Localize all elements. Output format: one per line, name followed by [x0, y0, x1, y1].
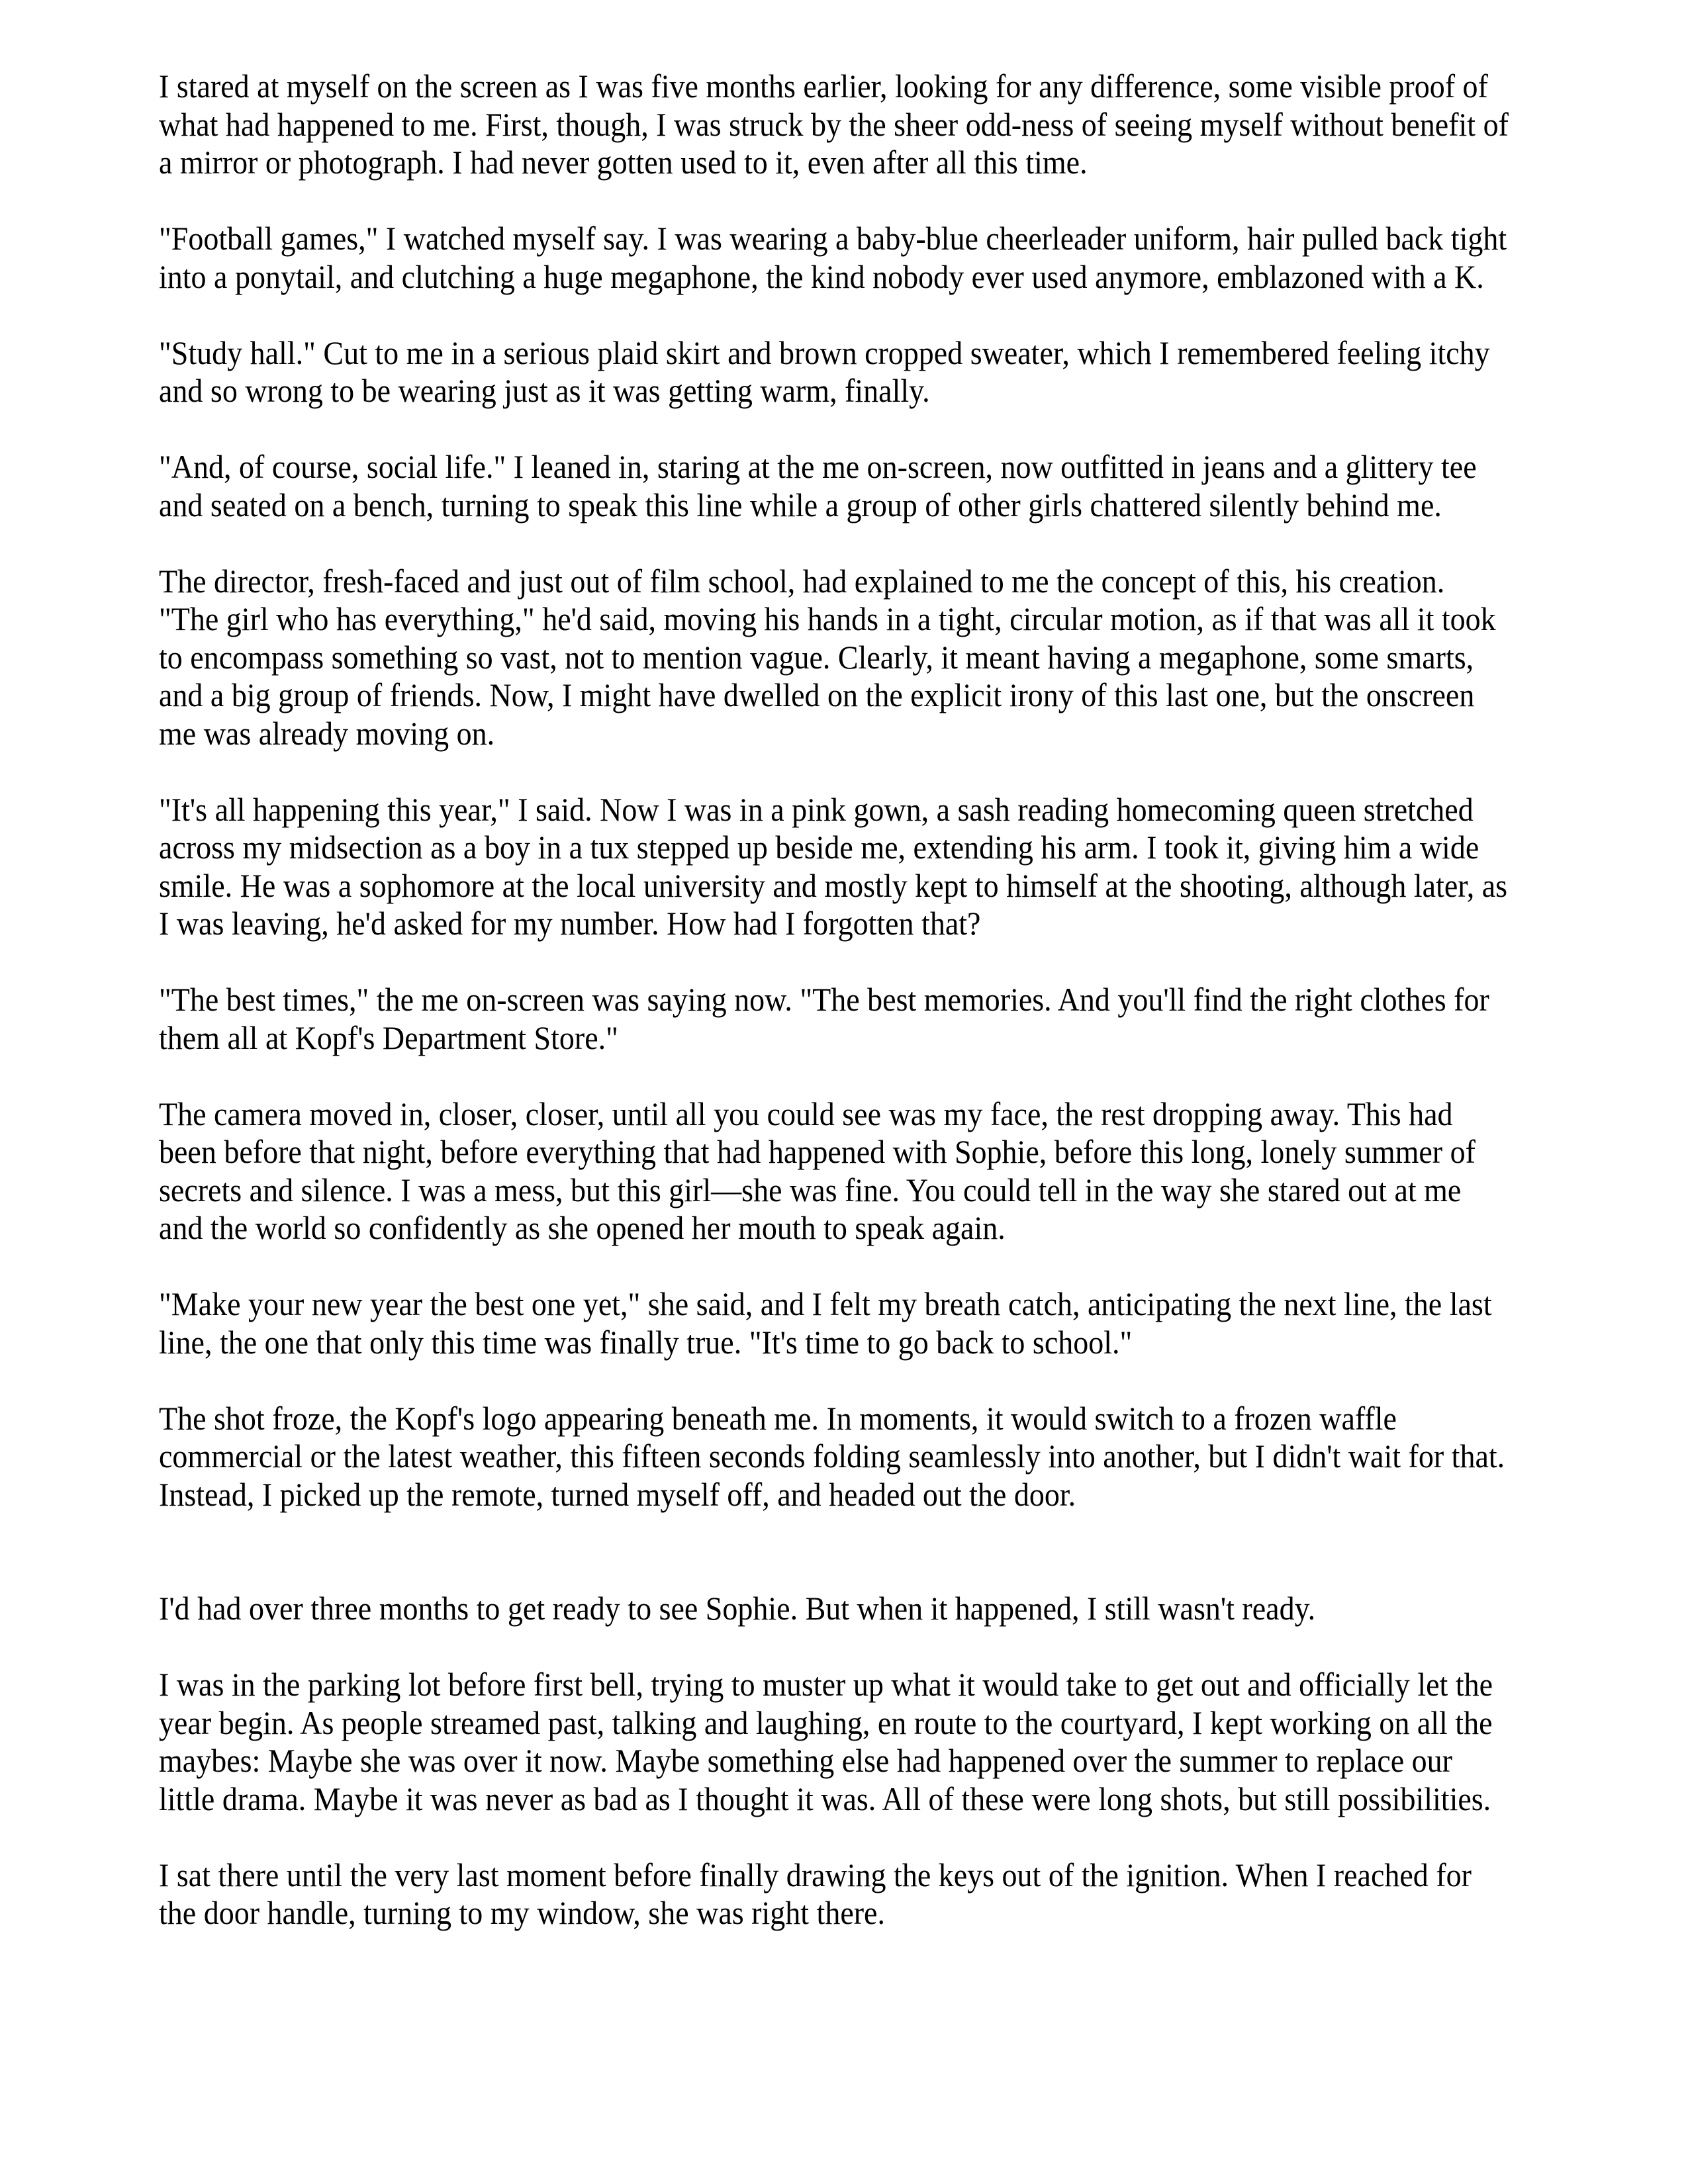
paragraph	[159, 448, 1639, 524]
text-line: line, the one that only this time was finally true. "It's time to go back to school."	[159, 1323, 1133, 1361]
section	[159, 1590, 1639, 1933]
text-line: little drama. Maybe it was never as bad as I thought it was. All of these were long shots, but still possibilities.	[159, 1780, 1491, 1817]
text-line: secrets and silence. I was a mess, but this girl—she was fine. You could tell in the way she stared out at me	[159, 1171, 1462, 1208]
paragraph	[159, 563, 1639, 753]
paragraph	[159, 68, 1639, 182]
text-column	[159, 68, 1639, 1970]
section	[159, 68, 1639, 1514]
text-line: I was in the parking lot before first bell, trying to muster up what it would take to get out and officially let the	[159, 1666, 1493, 1703]
text-line: I was leaving, he'd asked for my number. How had I forgotten that?	[159, 905, 981, 942]
paragraph	[159, 791, 1639, 943]
text-line: The shot froze, the Kopf's logo appearing beneath me. In moments, it would switch to a frozen waffle	[159, 1399, 1397, 1437]
text-line: "The best times," the me on-screen was saying now. "The best memories. And you'll find the right clothes for	[159, 981, 1489, 1018]
text-line: and the world so confidently as she opened her mouth to speak again.	[159, 1209, 1006, 1246]
text-line: year begin. As people streamed past, talking and laughing, en route to the courtyard, I kept working on all the	[159, 1704, 1493, 1741]
text-line: them all at Kopf's Department Store."	[159, 1019, 618, 1056]
text-line: what had happened to me. First, though, I was struck by the sheer odd-ness of seeing myself without benefit of	[159, 105, 1509, 143]
text-line: "Make your new year the best one yet," she said, and I felt my breath catch, anticipating the next line, the last	[159, 1285, 1492, 1322]
text-line: "Study hall." Cut to me in a serious plaid skirt and brown cropped sweater, which I remembered feeling itchy	[159, 334, 1490, 371]
text-line: The camera moved in, closer, closer, until all you could see was my face, the rest dropping away. This had	[159, 1095, 1453, 1132]
text-line: commercial or the latest weather, this fifteen seconds folding seamlessly into another, but I didn't wait for that.	[159, 1437, 1505, 1475]
paragraph	[159, 1666, 1639, 1818]
paragraph	[159, 981, 1639, 1057]
text-line: "It's all happening this year," I said. Now I was in a pink gown, a sash reading homecoming queen stretched	[159, 790, 1474, 828]
text-line: smile. He was a sophomore at the local university and mostly kept to himself at the shooting, although later, as	[159, 866, 1508, 904]
text-line: and seated on a bench, turning to speak this line while a group of other girls chattered silently behind me.	[159, 486, 1442, 523]
paragraph	[159, 1590, 1639, 1628]
text-line: been before that night, before everything that had happened with Sophie, before this long, lonely summer of	[159, 1133, 1476, 1170]
text-line: "Football games," I watched myself say. I was wearing a baby-blue cheerleader uniform, hair pulled back tight	[159, 220, 1507, 257]
text-line: to encompass something so vast, not to mention vague. Clearly, it meant having a megaphone, some smarts,	[159, 638, 1474, 676]
text-line: maybes: Maybe she was over it now. Maybe something else had happened over the summer to replace our	[159, 1742, 1452, 1779]
text-line: "And, of course, social life." I leaned in, staring at the me on-screen, now outfitted in jeans and a glittery tee	[159, 448, 1477, 485]
text-line: and so wrong to be wearing just as it was getting warm, finally.	[159, 372, 930, 409]
text-line: "The girl who has everything," he'd said, moving his hands in a tight, circular motion, as if that was all it took	[159, 600, 1496, 637]
paragraph	[159, 334, 1639, 410]
text-line: across my midsection as a boy in a tux stepped up beside me, extending his arm. I took it, giving him a wide	[159, 829, 1479, 866]
text-line: Instead, I picked up the remote, turned myself off, and headed out the door.	[159, 1475, 1076, 1513]
text-line: the door handle, turning to my window, she was right there.	[159, 1894, 885, 1931]
paragraph	[159, 1095, 1639, 1248]
text-line: a mirror or photograph. I had never gotten used to it, even after all this time.	[159, 144, 1088, 181]
paragraph	[159, 1285, 1639, 1361]
text-line: I sat there until the very last moment before finally drawing the keys out of the ignition. When I reached for	[159, 1856, 1472, 1893]
text-line: and a big group of friends. Now, I might have dwelled on the explicit irony of this last one, but the onscreen	[159, 676, 1475, 713]
text-line: into a ponytail, and clutching a huge megaphone, the kind nobody ever used anymore, emblazoned with a K.	[159, 257, 1484, 295]
text-line: I stared at myself on the screen as I was five months earlier, looking for any difference, some visible proof of	[159, 68, 1488, 105]
paragraph	[159, 1400, 1639, 1514]
text-line: I'd had over three months to get ready to see Sophie. But when it happened, I still wasn't ready.	[159, 1590, 1316, 1627]
text-line: me was already moving on.	[159, 714, 495, 752]
text-line: The director, fresh-faced and just out of film school, had explained to me the concept of this, his creation.	[159, 562, 1445, 600]
paragraph	[159, 220, 1639, 296]
paragraph	[159, 1856, 1639, 1933]
